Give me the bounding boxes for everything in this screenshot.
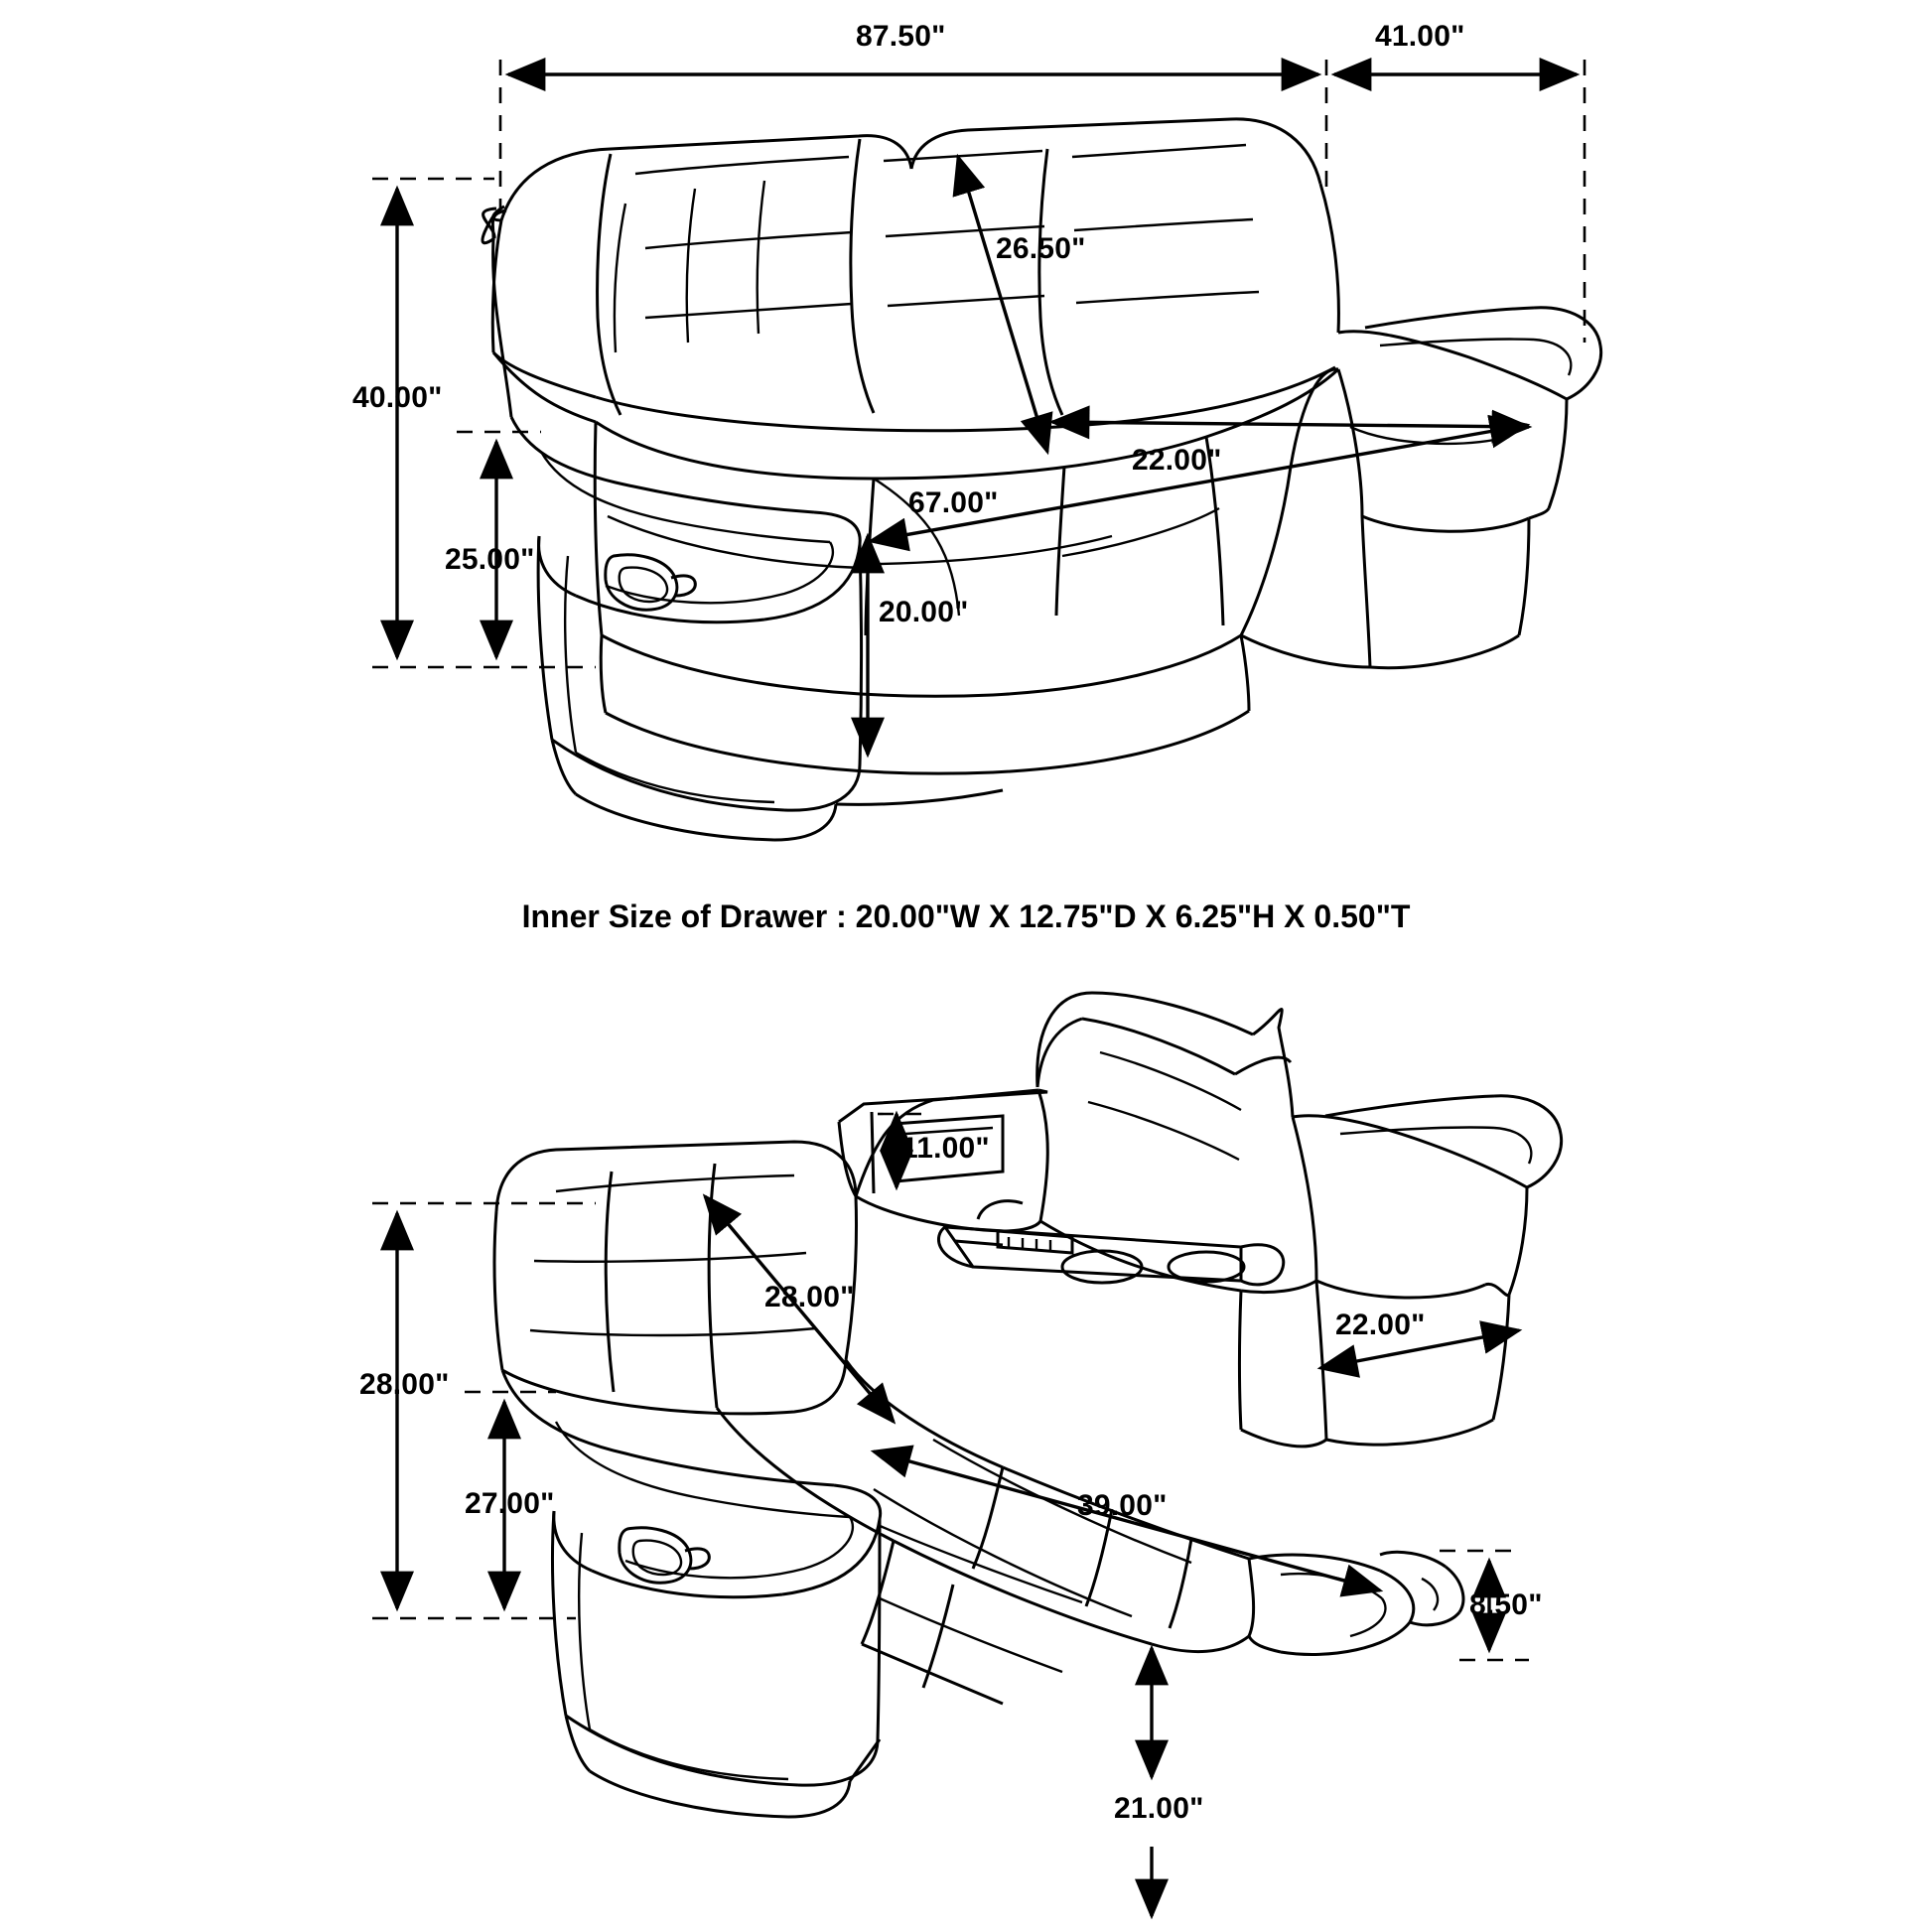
dim-back-height-reclined: 28.00" [359, 1368, 450, 1401]
dim-arm-height: 25.00" [445, 543, 535, 576]
dim-console-tray-width: 11.00" [901, 1132, 990, 1165]
dim-seat-depth-reclined: 22.00" [1335, 1309, 1426, 1341]
dim-arm-height-reclined: 27.00" [465, 1487, 555, 1520]
dim-overall-height: 40.00" [352, 381, 443, 414]
drawer-inner-size-note: Inner Size of Drawer : 20.00"W X 12.75"D X 6.25"H X 0.50"T [521, 898, 1411, 934]
upright-dimension-lines [372, 60, 1585, 755]
sofa-reclined-illustration [494, 993, 1562, 1817]
dim-seat-height: 20.00" [879, 596, 969, 628]
dim-inside-seat-width: 67.00" [908, 486, 999, 519]
dim-back-cushion-height: 26.50" [996, 232, 1086, 265]
dim-arm-to-end-width: 41.00" [1375, 20, 1465, 53]
dim-seat-back-length: 28.00" [764, 1281, 855, 1313]
dim-seat-depth: 22.00" [1132, 444, 1222, 477]
dim-footrest-height: 8.50" [1469, 1588, 1543, 1621]
sofa-upright-illustration [483, 119, 1601, 840]
dim-reclined-depth: 21.00" [1114, 1792, 1204, 1825]
dim-extension-length: 39.00" [1077, 1489, 1168, 1522]
dim-overall-width: 87.50" [856, 20, 946, 53]
